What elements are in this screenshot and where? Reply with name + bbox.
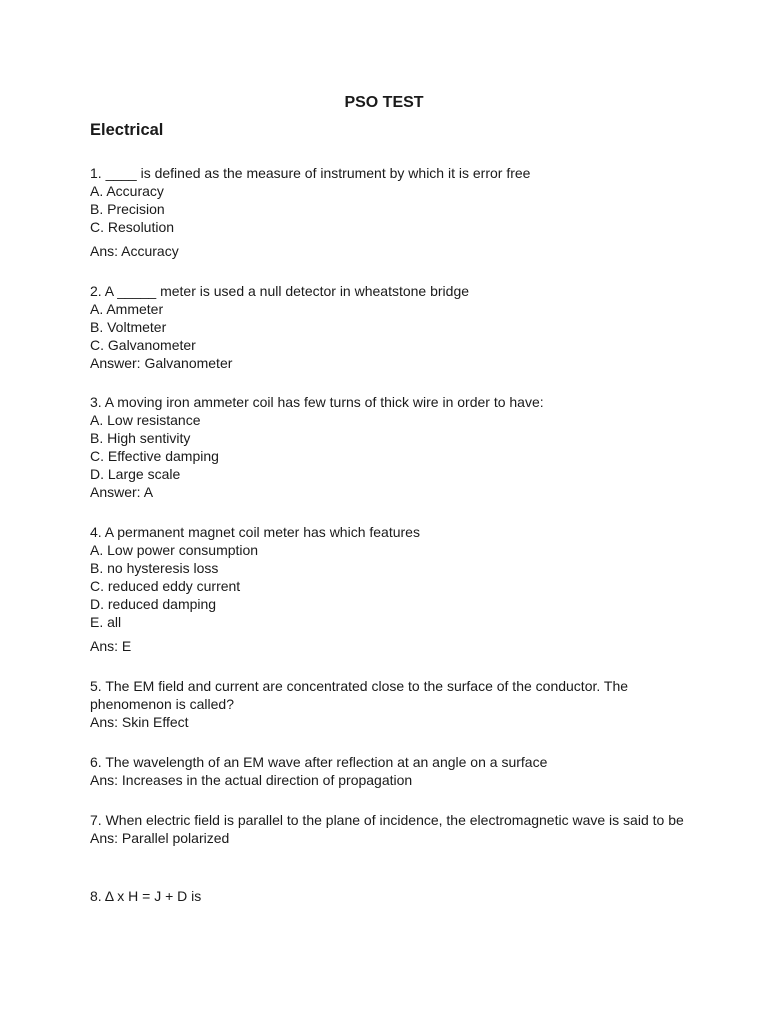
option-b: B. High sentivity: [90, 430, 191, 446]
question-text: 3. A moving iron ammeter coil has few turns of thick wire in order to have:: [90, 394, 544, 410]
option-c: C. Effective damping: [90, 448, 219, 464]
question-text: 2. A _____ meter is used a null detector in wheatstone bridge: [90, 283, 470, 299]
option-a: A. Accuracy: [90, 183, 164, 199]
question-text: 1. ____ is defined as the measure of instrument by which it is error free: [90, 165, 531, 181]
question-text: 7. When electric field is parallel to the plane of incidence, the electromagnetic wave is said to be: [90, 812, 684, 828]
question-3: [90, 393, 690, 501]
question-text: 6. The wavelength of an EM wave after reflection at an angle on a surface: [90, 754, 548, 770]
question-4: [90, 523, 690, 655]
option-d: D. Large scale: [90, 466, 181, 482]
section-heading: Electrical: [90, 121, 164, 139]
question-text: 5. The EM field and current are concentrated close to the surface of the conductor. The phenomenon is called?: [90, 678, 629, 712]
option-b: B. Voltmeter: [90, 319, 167, 335]
question-2: [90, 282, 690, 372]
option-a: A. Ammeter: [90, 301, 164, 317]
answer: Ans: Increases in the actual direction of propagation: [90, 772, 413, 788]
option-a: A. Low power consumption: [90, 542, 259, 558]
document-title: PSO TEST: [344, 94, 424, 111]
option-b: B. no hysteresis loss: [90, 560, 219, 576]
question-text: 4. A permanent magnet coil meter has which features: [90, 524, 420, 540]
option-c: C. reduced eddy current: [90, 578, 241, 594]
answer: Ans: Accuracy: [90, 243, 179, 259]
answer: Ans: Skin Effect: [90, 714, 189, 730]
question-6: [90, 753, 690, 789]
answer: Answer: A: [90, 484, 154, 500]
answer: Answer: Galvanometer: [90, 355, 233, 371]
option-c: C. Resolution: [90, 219, 175, 235]
answer: Ans: Parallel polarized: [90, 830, 230, 846]
question-5: [90, 677, 690, 731]
option-c: C. Galvanometer: [90, 337, 196, 353]
question-1: [90, 164, 690, 260]
question-8: [90, 887, 690, 905]
question-text: 8. Δ x H = J + D is: [90, 888, 202, 904]
option-b: B. Precision: [90, 201, 165, 217]
option-d: D. reduced damping: [90, 596, 217, 612]
answer: Ans: E: [90, 638, 132, 654]
option-e: E. all: [90, 614, 122, 630]
question-7: [90, 811, 690, 847]
option-a: A. Low resistance: [90, 412, 201, 428]
